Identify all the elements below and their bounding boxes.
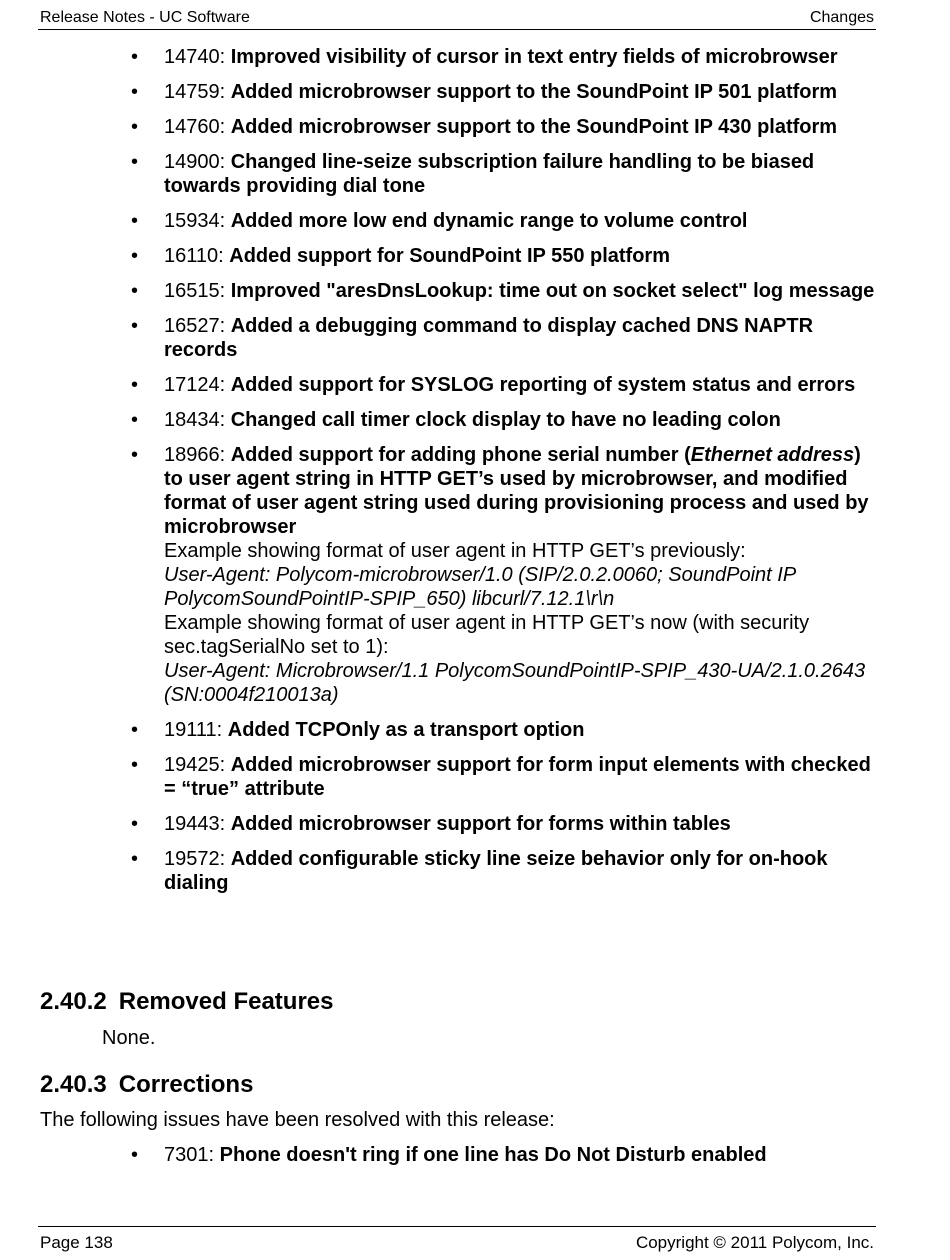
issue-description: Added support for SoundPoint IP 550 platform — [229, 245, 671, 267]
issue-description-part: Added support for adding phone serial number ( — [230, 444, 691, 466]
issue-description: Added microbrowser support for form input elements with checked = “true” attribute — [164, 754, 871, 800]
bullet-icon: • — [131, 116, 139, 138]
copyright: Copyright © 2011 Polycom, Inc. — [635, 1233, 874, 1252]
issue-description: Added more low end dynamic range to volume control — [230, 210, 748, 232]
issue-description-part: ) to user agent string in HTTP GET’s used by microbrowser, and modified format of user agent string used during provisioning process and used by microbrowser — [164, 444, 869, 538]
list-item — [0, 1143, 876, 1167]
issue-description: Added microbrowser support for forms within tables — [230, 813, 731, 835]
list-item — [0, 279, 876, 303]
issue-number: 14900: — [164, 151, 226, 173]
issue-description-emphasis: Ethernet address — [690, 444, 855, 466]
issue-description: Added configurable sticky line seize behavior only for on-hook dialing — [164, 848, 828, 894]
issue-description: Changed line-seize subscription failure handling to be biased towards providing dial tone — [164, 151, 815, 197]
section-number: 2.40.3 — [40, 1071, 107, 1098]
bullet-icon: • — [131, 719, 139, 741]
bullet-icon: • — [131, 245, 139, 267]
issue-description: Phone doesn't ring if one line has Do Not Disturb enabled — [219, 1144, 767, 1166]
bullet-icon: • — [131, 46, 139, 68]
issue-number: 16527: — [164, 315, 226, 337]
list-item — [0, 314, 876, 362]
issue-description: Changed call timer clock display to have no leading colon — [230, 409, 781, 431]
corrections-list — [0, 1143, 950, 1178]
issue-number: 19425: — [164, 754, 226, 776]
issue-number: 15934: — [164, 210, 226, 232]
issue-description: Improved "aresDnsLookup: time out on socket select" log message — [230, 280, 875, 302]
issue-number: 19443: — [164, 813, 226, 835]
list-item — [0, 244, 876, 268]
page-number: Page 138 — [40, 1233, 113, 1252]
list-item — [0, 753, 876, 801]
bullet-icon: • — [131, 444, 139, 466]
section-title: Corrections — [118, 1071, 254, 1098]
bullet-icon: • — [131, 210, 139, 232]
list-item — [0, 150, 876, 198]
bullet-icon: • — [131, 848, 139, 870]
section-number: 2.40.2 — [40, 988, 107, 1015]
corrections-intro: The following issues have been resolved with this release: — [40, 1109, 555, 1131]
example-previous-value: User-Agent: Polycom-microbrowser/1.0 (SIP/2.0.2.0060; SoundPoint IP PolycomSoundPointIP-SPIP_650) libcurl/7.12.1\r\n — [164, 564, 796, 610]
example-now-label: Example showing format of user agent in HTTP GET’s now (with security sec.tagSerialNo set to 1): — [164, 612, 810, 658]
issue-number: 18966: — [164, 444, 226, 466]
new-features-list — [0, 45, 950, 906]
issue-number: 19572: — [164, 848, 226, 870]
example-now-serial: (SN:0004f210013a) — [164, 684, 339, 706]
list-item — [0, 443, 876, 707]
bullet-icon: • — [131, 754, 139, 776]
example-previous-label: Example showing format of user agent in HTTP GET’s previously: — [164, 540, 746, 562]
list-item — [0, 115, 876, 139]
bullet-icon: • — [131, 151, 139, 173]
removed-body: None. — [102, 1027, 156, 1049]
header-section-name: Changes — [809, 9, 874, 26]
list-item — [0, 373, 876, 397]
issue-number: 14759: — [164, 81, 226, 103]
issue-number: 16110: — [164, 245, 224, 267]
issue-number: 7301: — [164, 1144, 215, 1166]
issue-description: Added TCPOnly as a transport option — [227, 719, 585, 741]
issue-number: 14740: — [164, 46, 226, 68]
section-heading-removed — [40, 988, 333, 1016]
issue-description: Improved visibility of cursor in text entry fields of microbrowser — [230, 46, 838, 68]
bullet-icon: • — [131, 1144, 139, 1166]
bullet-icon: • — [131, 374, 139, 396]
section-heading-corrections — [40, 1071, 253, 1099]
bullet-icon: • — [131, 81, 139, 103]
issue-number: 14760: — [164, 116, 226, 138]
page-header — [38, 8, 876, 30]
list-item — [0, 80, 876, 104]
issue-number: 18434: — [164, 409, 226, 431]
bullet-icon: • — [131, 813, 139, 835]
list-item — [0, 718, 876, 742]
list-item — [0, 209, 876, 233]
issue-number: 17124: — [164, 374, 226, 396]
issue-description: Added support for SYSLOG reporting of system status and errors — [230, 374, 856, 396]
example-now-value: User-Agent: Microbrowser/1.1 PolycomSoundPointIP-SPIP_430-UA/2.1.0.2643 — [164, 660, 866, 682]
list-item — [0, 847, 876, 895]
page-footer — [38, 1226, 876, 1252]
issue-description: Added microbrowser support to the SoundPoint IP 430 platform — [230, 116, 838, 138]
bullet-icon: • — [131, 280, 139, 302]
issue-number: 19111: — [164, 719, 223, 741]
bullet-icon: • — [131, 409, 139, 431]
list-item — [0, 408, 876, 432]
section-title: Removed Features — [118, 988, 334, 1015]
bullet-icon: • — [131, 315, 139, 337]
issue-number: 16515: — [164, 280, 226, 302]
issue-description: Added microbrowser support to the SoundPoint IP 501 platform — [230, 81, 838, 103]
issue-description — [164, 444, 869, 538]
header-doc-title: Release Notes - UC Software — [40, 9, 250, 26]
list-item — [0, 812, 876, 836]
list-item — [0, 45, 876, 69]
issue-description: Added a debugging command to display cached DNS NAPTR records — [164, 315, 814, 361]
